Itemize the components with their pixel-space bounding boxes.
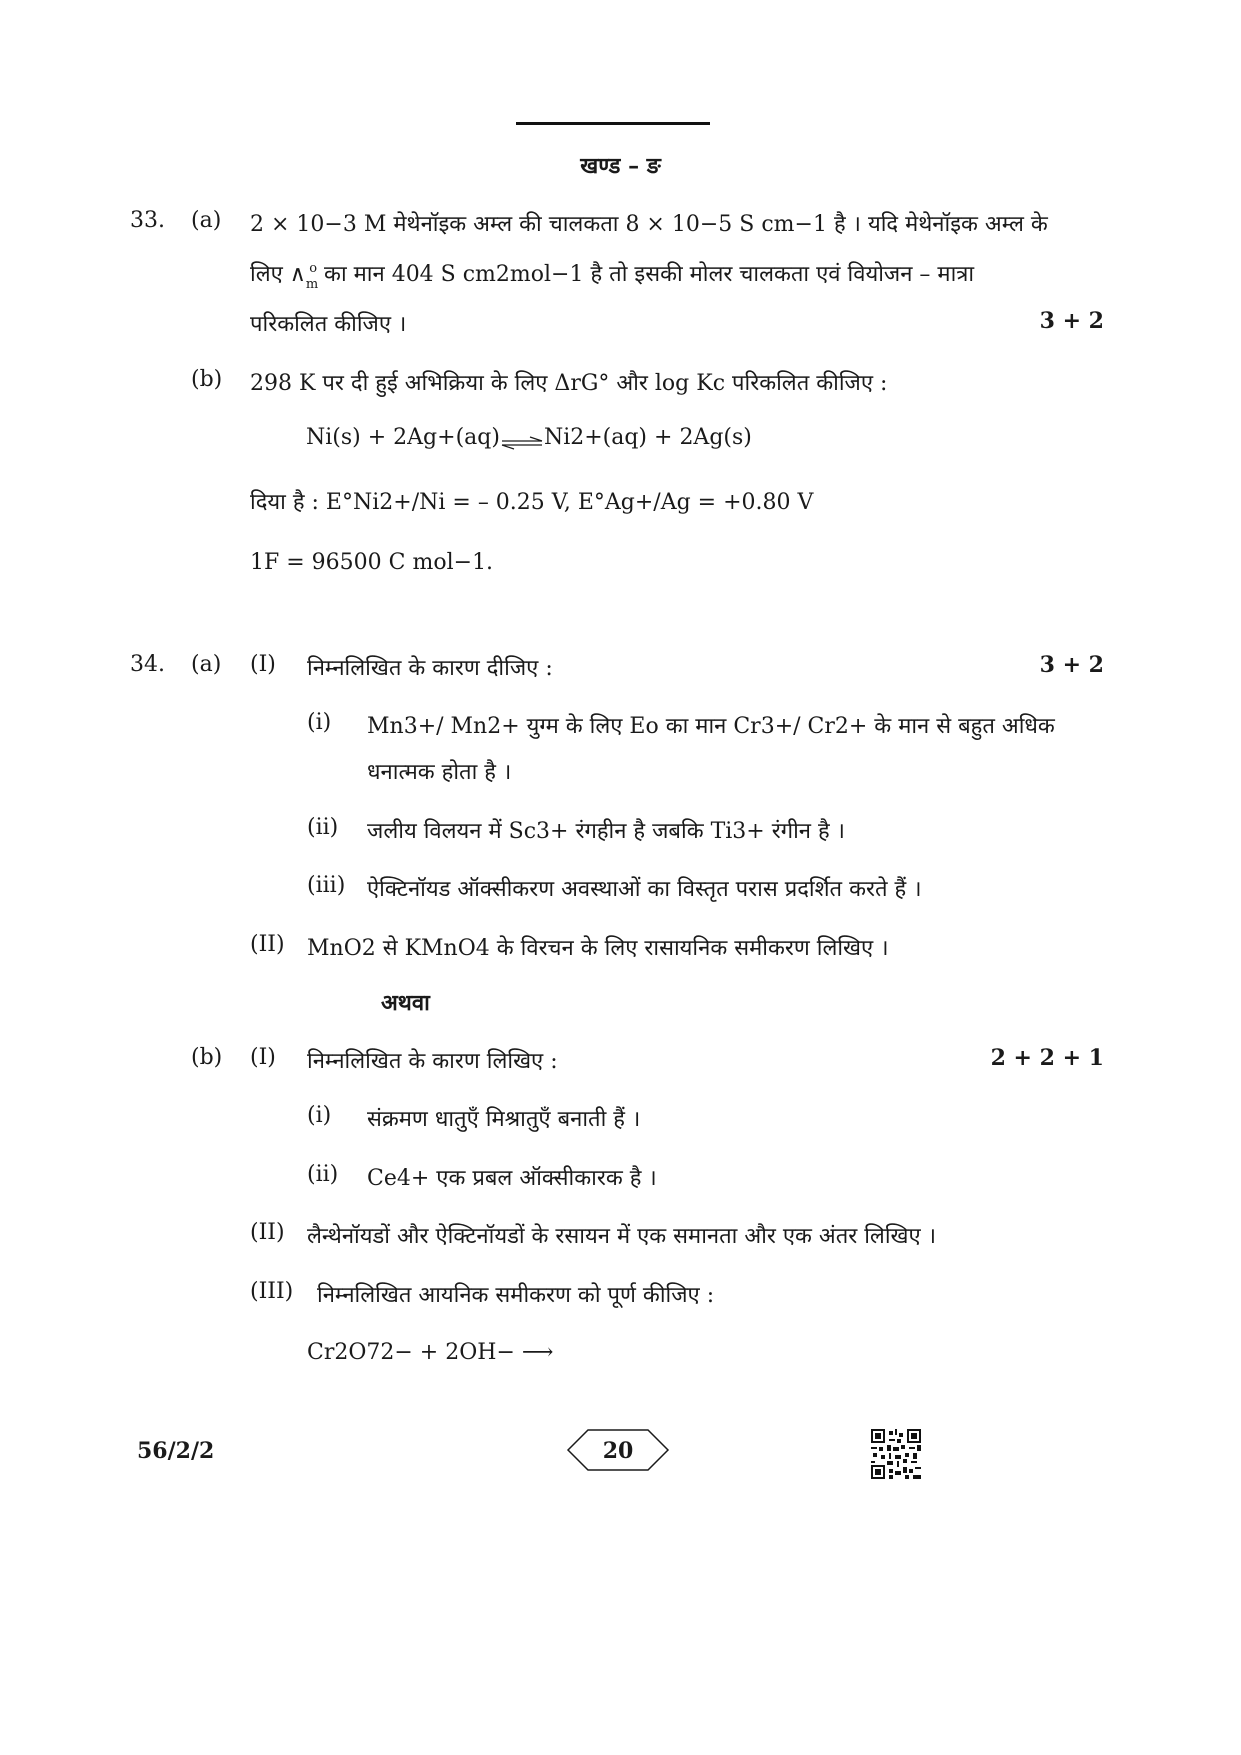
q33-number: 33. xyxy=(130,208,165,233)
q34-a-item-i-line1: Mn3+/ Mn2+ युग्म के लिए Eo का मान Cr3+/ Cr2+ के मान से बहुत अधिक xyxy=(367,714,1055,739)
q34-a-item-iii-line1: ऐक्टिनॉयड ऑक्सीकरण अवस्थाओं का विस्तृत परास प्रदर्शित करते हैं । xyxy=(367,877,922,902)
top-rule xyxy=(516,122,710,125)
q33-given xyxy=(250,486,813,516)
q34-a-I-label: (I) xyxy=(250,652,276,677)
q33-marks: 3 + 2 xyxy=(1039,308,1104,334)
q34-b-I-label: (I) xyxy=(250,1045,276,1070)
q34-b-II-text: लैन्थेनॉयडों और ऐक्टिनॉयडों के रसायन में एक समानता और एक अंतर लिखिए । xyxy=(307,1224,937,1249)
q34-b-item-i-label: (i) xyxy=(307,1103,332,1128)
section-title: खण्ड – ङ xyxy=(580,153,661,179)
q33-b-line1: 298 K पर दी हुई अभिक्रिया के लिए ΔrG° और log Kc परिकलित कीजिए : xyxy=(250,371,888,396)
q33-b-label: (b) xyxy=(191,367,223,392)
q33-reaction xyxy=(306,425,752,450)
q34-a-II-label: (II) xyxy=(250,932,285,957)
q34-b-II-label: (II) xyxy=(250,1220,285,1245)
q34-b-marks: 2 + 2 + 1 xyxy=(990,1045,1104,1071)
page-number: 20 xyxy=(602,1438,634,1464)
q34-b-label: (b) xyxy=(191,1045,223,1070)
q34-a-item-ii-line1: जलीय विलयन में Sc3+ रंगहीन है जबकि Ti3+ रंगीन है । xyxy=(367,819,846,844)
q33-faraday: 1F = 96500 C mol−1. xyxy=(250,550,494,575)
q33-a-label: (a) xyxy=(191,208,222,233)
q34-a-II-text: MnO2 से KMnO4 के विरचन के लिए रासायनिक समीकरण लिखिए । xyxy=(307,936,889,961)
q33-a-line1: 2 × 10−3 M मेथेनॉइक अम्ल की चालकता 8 × 10−5 S cm−1 है । यदि मेथेनॉइक अम्ल के xyxy=(250,212,1048,237)
q34-b-I-text: निम्नलिखित के कारण लिखिए : xyxy=(307,1049,558,1074)
reaction-right: Ni2+(aq) + 2Ag(s) xyxy=(543,425,752,450)
given-label: दिया है : xyxy=(250,490,319,515)
q33-a-line2-post: का मान 404 S cm2mol−1 है तो इसकी मोलर चालकता एवं वियोजन – मात्रा xyxy=(324,262,975,287)
q34-a-item-iii-label: (iii) xyxy=(307,873,346,898)
given-values: E°Ni2+/Ni = – 0.25 V, E°Ag+/Ag = +0.80 V xyxy=(325,490,814,515)
paper-code: 56/2/2 xyxy=(137,1438,215,1464)
or-text: अथवा xyxy=(381,990,430,1016)
q34-a-I-text: निम्नलिखित के कारण दीजिए : xyxy=(307,656,553,681)
q34-b-item-ii-label: (ii) xyxy=(307,1162,339,1187)
reaction-left: Ni(s) + 2Ag+(aq) xyxy=(306,425,500,450)
q34-b-III-text: निम्नलिखित आयनिक समीकरण को पूर्ण कीजिए : xyxy=(317,1283,715,1308)
q34-a-item-i-line2: धनात्मक होता है । xyxy=(367,760,512,785)
qr-code-icon xyxy=(871,1429,921,1479)
q34-b-item-ii-text: Ce4+ एक प्रबल ऑक्सीकारक है । xyxy=(367,1166,657,1191)
q34-a-item-ii-label: (ii) xyxy=(307,815,339,840)
q33-a-line2 xyxy=(250,258,975,292)
q34-b-item-i-text: संक्रमण धातुएँ मिश्रातुएँ बनाती हैं । xyxy=(367,1107,641,1132)
q34-number: 34. xyxy=(130,652,165,677)
equilibrium-arrow-icon xyxy=(500,431,544,445)
q34-b-equation: Cr2O72− + 2OH− ⟶ xyxy=(307,1340,554,1365)
q34-a-label: (a) xyxy=(191,652,222,677)
q34-b-III-label: (III) xyxy=(250,1279,294,1304)
q33-a-line3: परिकलित कीजिए । xyxy=(250,312,407,337)
q34-a-marks: 3 + 2 xyxy=(1039,652,1104,678)
q33-a-line2-pre: लिए xyxy=(250,262,283,287)
molar-conductivity-symbol: $\wedge_m^o$ xyxy=(289,261,319,292)
q34-a-item-i-label: (i) xyxy=(307,710,332,735)
